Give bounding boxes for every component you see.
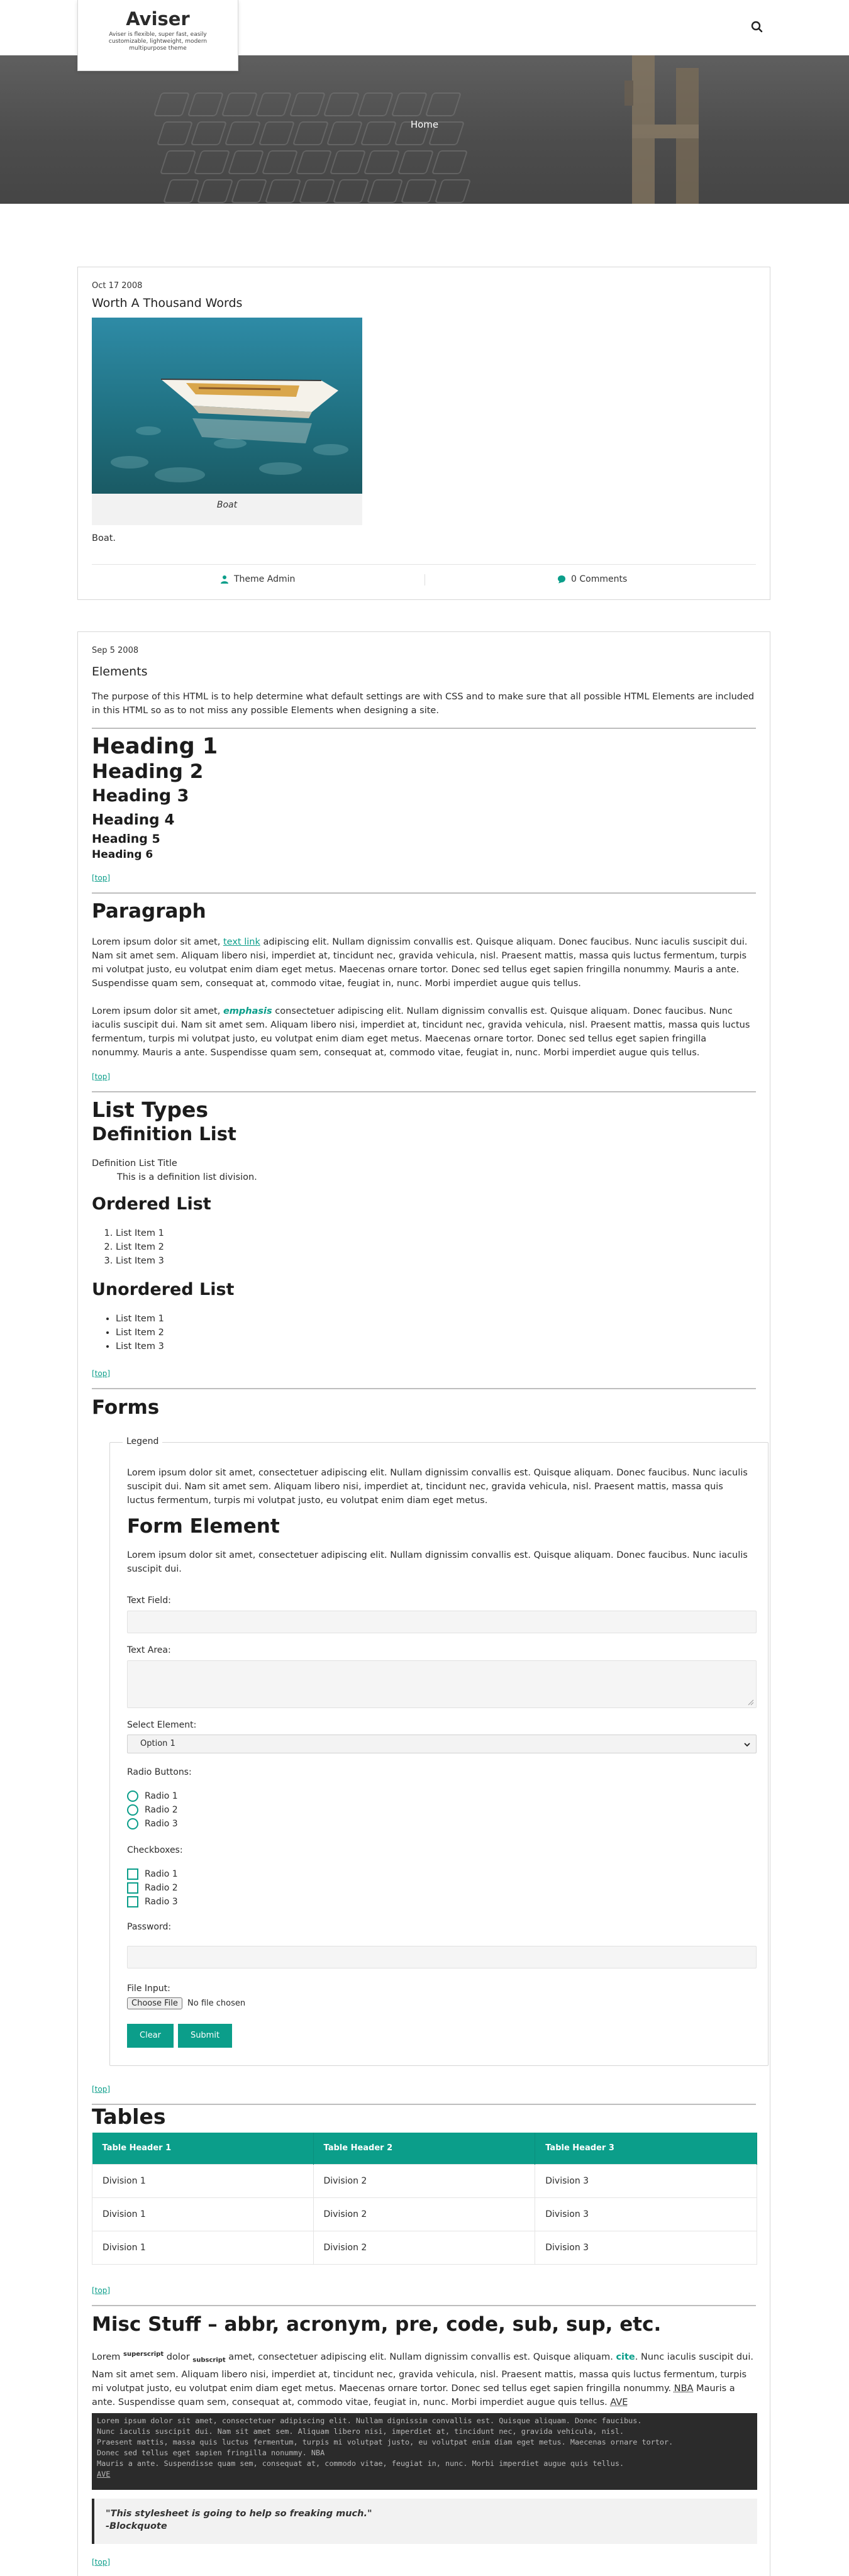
ordered-list xyxy=(92,1226,164,1268)
radio-option-label: Radio 3 xyxy=(145,1819,178,1829)
misc-paragraph xyxy=(92,2348,756,2409)
paragraph-text: adipiscing elit. Nullam dignissim convallis est. Quisque aliquam. Donec faucibus. Nunc iaculis suscipit dui. Nam sit amet sem. Aliquam libero nisi, imperdiet at, tincidunt nec, gravida vehicula, nisl. Praesent mattis, massa quis luctus fermentum, turpis mi volutpat justo, eu volutpat enim diam eget metus. Maecenas ornare tortor. Donec sed tellus eget sapien fringilla nonummy. Mauris a ante. Suspendisse quam sem, consequat at, commodo vitae, feugiat in, nunc. Morbi imperdiet augue quis tellus. xyxy=(92,937,748,989)
text-link[interactable]: text link xyxy=(223,937,260,947)
top-link[interactable]: [top] xyxy=(92,874,111,882)
post-worth-a-thousand-words xyxy=(77,267,770,600)
clear-button[interactable]: Clear xyxy=(127,2024,174,2048)
page-title: Home xyxy=(410,119,439,130)
table-cell: Division 1 xyxy=(92,2197,314,2231)
paragraph-text: amet, consectetuer adipiscing elit. Nullam dignissim convallis est. Quisque aliquam. xyxy=(225,2351,616,2362)
password-label: Password: xyxy=(127,1922,172,1932)
post-footer xyxy=(92,564,756,591)
radio-option[interactable] xyxy=(127,1803,178,1817)
heading-6: Heading 6 xyxy=(92,848,153,861)
definition-description: This is a definition list division. xyxy=(117,1172,257,1182)
search-button[interactable] xyxy=(749,19,765,35)
table-row xyxy=(92,2164,757,2197)
section-divider xyxy=(92,892,756,894)
table-header: Table Header 1 xyxy=(92,2133,314,2164)
checkbox-option-label: Radio 2 xyxy=(145,1883,178,1893)
paragraph-1 xyxy=(92,935,756,991)
radio-label: Radio Buttons: xyxy=(127,1767,192,1777)
section-divider xyxy=(92,1091,756,1092)
code-line: AVE xyxy=(97,2470,111,2479)
superscript-text: superscript xyxy=(123,2351,164,2358)
site-header xyxy=(0,0,849,55)
checkbox-option-label: Radio 3 xyxy=(145,1897,178,1907)
radio-option[interactable] xyxy=(127,1789,178,1803)
table-cell: Division 3 xyxy=(535,2164,757,2197)
blockquote-text: "This stylesheet is going to help so freaking much." xyxy=(106,2509,372,2519)
form-element-heading: Form Element xyxy=(127,1515,280,1538)
checkbox[interactable] xyxy=(127,1896,138,1907)
text-area-label: Text Area: xyxy=(127,1645,171,1655)
file-input-label: File Input: xyxy=(127,1984,170,1994)
legend-text: Lorem ipsum dolor sit amet, consectetuer adipiscing elit. Nullam dignissim convallis est. Quisque aliquam. Donec faucibus. Nunc iaculis suscipit dui. Nam sit amet sem. Aliquam libero nisi, imperdiet at, tincidunt nec, gravida vehicula, nisl. Praesent mattis, massa quis luctus fermentum, turpis mi volutpat justo, eu volutpat enim diam eget metus. xyxy=(127,1468,748,1506)
table-cell: Division 3 xyxy=(535,2231,757,2264)
list-item: • List Item 3 xyxy=(116,1340,164,1353)
list-item: 1. List Item 1 xyxy=(116,1226,164,1240)
checkbox-label: Checkboxes: xyxy=(127,1845,183,1855)
radio-button[interactable] xyxy=(127,1790,138,1802)
tables-heading: Tables xyxy=(92,2104,166,2129)
text-field-input[interactable] xyxy=(127,1611,757,1633)
keyboard-image xyxy=(107,87,585,204)
paragraph-2 xyxy=(92,1004,756,1060)
section-divider xyxy=(92,728,756,729)
abbr-nba: NBA xyxy=(674,2383,694,2394)
heading-1: Heading 1 xyxy=(92,734,218,759)
definition-term: Definition List Title xyxy=(92,1158,177,1169)
definition-list-heading: Definition List xyxy=(92,1123,236,1145)
preformatted-code xyxy=(92,2413,757,2490)
forms-heading: Forms xyxy=(92,1396,160,1419)
misc-heading: Misc Stuff – abbr, acronym, pre, code, sub, sup, etc. xyxy=(92,2313,662,2336)
top-link[interactable]: [top] xyxy=(92,2286,111,2295)
table-row xyxy=(92,2231,757,2264)
select-label: Select Element: xyxy=(127,1720,197,1730)
abbr-ave: AVE xyxy=(610,2397,628,2407)
radio-button[interactable] xyxy=(127,1804,138,1816)
paragraph-text: Lorem xyxy=(92,2351,123,2362)
table-cell: Division 1 xyxy=(92,2231,314,2264)
top-link[interactable]: [top] xyxy=(92,2085,111,2094)
form-fieldset xyxy=(109,1436,769,2066)
emphasis-text: emphasis xyxy=(223,1006,272,1016)
select-value: Option 1 xyxy=(140,1739,175,1748)
resize-handle-icon[interactable] xyxy=(748,1699,754,1706)
table-cell: Division 2 xyxy=(313,2231,535,2264)
table-row xyxy=(92,2197,757,2231)
intro-text: The purpose of this HTML is to help determine what default settings are with CSS and to make sure that all possible HTML Elements are included in this HTML so as to not miss any possible Elements when designing a site. xyxy=(92,692,755,716)
boat-image[interactable] xyxy=(92,318,362,494)
fieldset-legend: Legend xyxy=(123,1436,162,1446)
post-date[interactable]: Sep 5 2008 xyxy=(92,646,139,655)
code-line: Praesent mattis, massa quis luctus fermentum, turpis mi volutpat justo, eu volutpat enim diam eget metus. Maecenas ornare tortor. xyxy=(97,2438,674,2446)
table-cell: Division 1 xyxy=(92,2164,314,2197)
site-logo[interactable] xyxy=(77,0,238,71)
paragraph-text: consectetuer adipiscing elit. Nullam dignissim convallis est. Quisque aliquam. Donec faucibus. Nunc iaculis suscipit dui. Nam sit amet sem. Aliquam libero nisi, imperdiet at, tincidunt nec, gravida vehicula, nisl. Praesent mattis, massa quis luctus fermentum, turpis mi volutpat justo, eu volutpat enim diam eget metus. Maecenas ornare tortor. Donec sed tellus eget sapien fringilla nonummy. Mauris a ante. Suspendisse quam sem, consequat at, commodo vitae, feugiat in, nunc. Morbi imperdiet augue quis tellus. xyxy=(92,1006,750,1058)
radio-group xyxy=(127,1789,178,1831)
choose-file-button[interactable]: Choose File xyxy=(127,1997,182,2009)
top-link[interactable]: [top] xyxy=(92,2558,111,2567)
file-input[interactable] xyxy=(127,1997,245,2009)
select-element[interactable] xyxy=(127,1735,757,1753)
section-divider xyxy=(92,2305,756,2306)
ordered-list-heading: Ordered List xyxy=(92,1194,211,1214)
checkbox-option[interactable] xyxy=(127,1881,178,1895)
checkbox[interactable] xyxy=(127,1868,138,1880)
table-cell: Division 2 xyxy=(313,2197,535,2231)
table-header: Table Header 3 xyxy=(535,2133,757,2164)
text-field-label: Text Field: xyxy=(127,1596,171,1606)
text-area-input[interactable] xyxy=(127,1660,757,1708)
heading-5: Heading 5 xyxy=(92,832,160,846)
post-figure xyxy=(92,318,362,525)
code-line: Nunc iaculis suscipit dui. Nam sit amet sem. Aliquam libero nisi, imperdiet at, tincidunt nec, gravida vehicula, nisl. xyxy=(97,2427,624,2436)
comment-icon xyxy=(557,575,566,584)
page-hero xyxy=(0,55,849,204)
data-table xyxy=(92,2133,757,2265)
heading-2: Heading 2 xyxy=(92,760,204,783)
post-date[interactable]: Oct 17 2008 xyxy=(92,281,143,291)
code-line: Donec sed tellus eget sapien fringilla nonummy. NBA xyxy=(97,2448,325,2457)
radio-option[interactable] xyxy=(127,1817,178,1831)
post-title[interactable]: Worth A Thousand Words xyxy=(92,296,243,310)
heading-4: Heading 4 xyxy=(92,812,175,828)
radio-button[interactable] xyxy=(127,1818,138,1829)
radio-option-label: Radio 1 xyxy=(145,1791,178,1801)
author-name[interactable]: Theme Admin xyxy=(234,574,296,584)
site-title[interactable]: Aviser xyxy=(126,8,190,30)
password-input[interactable] xyxy=(127,1946,757,1968)
post-author[interactable] xyxy=(220,574,295,584)
heading-3: Heading 3 xyxy=(92,786,189,806)
post-excerpt: Boat. xyxy=(92,533,116,543)
list-item: 2. List Item 2 xyxy=(116,1240,164,1254)
table-header: Table Header 2 xyxy=(313,2133,535,2164)
blockquote xyxy=(92,2499,757,2544)
top-link[interactable]: [top] xyxy=(92,1072,111,1081)
checkbox-option[interactable] xyxy=(127,1867,178,1881)
comments-count[interactable]: 0 Comments xyxy=(571,574,628,584)
checkbox[interactable] xyxy=(127,1882,138,1894)
blockquote-cite: -Blockquote xyxy=(106,2521,167,2531)
post-title[interactable]: Elements xyxy=(92,665,148,679)
list-types-heading: List Types xyxy=(92,1097,208,1122)
paragraph-heading: Paragraph xyxy=(92,900,206,923)
paragraph-text: dolor xyxy=(164,2351,193,2362)
post-elements xyxy=(77,631,770,2576)
unordered-list-heading: Unordered List xyxy=(92,1280,235,1299)
unordered-list xyxy=(92,1312,164,1353)
user-icon xyxy=(220,575,229,584)
subscript-text: subscript xyxy=(192,2357,226,2364)
file-status: No file chosen xyxy=(187,1999,246,2008)
radio-option-label: Radio 2 xyxy=(145,1805,178,1815)
figure-caption: Boat xyxy=(216,500,238,510)
cite-text: cite xyxy=(616,2351,635,2362)
list-item: 3. List Item 3 xyxy=(116,1254,164,1268)
paragraph-text: Mauris a ante. Suspendisse quam sem, consequat at, commodo vitae, feugiat in, nunc. Morbi imperdiet augue quis tellus. xyxy=(92,2383,735,2407)
table-cell: Division 3 xyxy=(535,2197,757,2231)
code-line: Lorem ipsum dolor sit amet, consectetuer adipiscing elit. Nullam dignissim convallis est. Quisque aliquam. Donec faucibus. xyxy=(97,2416,642,2425)
section-divider xyxy=(92,2104,756,2105)
checkbox-option-label: Radio 1 xyxy=(145,1869,178,1879)
chevron-down-icon xyxy=(743,1741,751,1748)
post-comments[interactable] xyxy=(557,574,627,584)
code-line: Mauris a ante. Suspendisse quam sem, consequat at, commodo vitae, feugiat in, nunc. Morbi imperdiet augue quis tellus. xyxy=(97,2459,624,2468)
table-cell: Division 2 xyxy=(313,2164,535,2197)
checkbox-option[interactable] xyxy=(127,1895,178,1909)
search-icon xyxy=(749,19,765,35)
paragraph-text: Lorem ipsum dolor sit amet, xyxy=(92,937,223,947)
submit-button[interactable]: Submit xyxy=(178,2024,232,2048)
checkbox-group xyxy=(127,1867,178,1909)
site-tagline: Aviser is flexible, super fast, easily customizable, lightweight, modern multipurpose theme xyxy=(108,31,208,52)
list-item: • List Item 2 xyxy=(116,1326,164,1340)
form-element-text: Lorem ipsum dolor sit amet, consectetuer adipiscing elit. Nullam dignissim convallis est. Quisque aliquam. Donec faucibus. Nunc iaculis suscipit dui. xyxy=(127,1550,748,1574)
top-link[interactable]: [top] xyxy=(92,1369,111,1378)
paragraph-text: . Nunc iaculis suscipit dui. Nam sit amet sem. Aliquam libero nisi, imperdiet at, tincidunt nec, gravida vehicula, nisl. Praesent mattis, massa quis luctus fermentum, turpis mi volutpat justo, eu volutpat enim diam eget metus. Maecenas ornare tortor. Donec sed tellus eget sapien fringilla nonummy. xyxy=(92,2351,753,2394)
list-item: • List Item 1 xyxy=(116,1312,164,1326)
paragraph-text: Lorem ipsum dolor sit amet, xyxy=(92,1006,223,1016)
table-header-row xyxy=(92,2133,757,2164)
section-divider xyxy=(92,1388,756,1389)
